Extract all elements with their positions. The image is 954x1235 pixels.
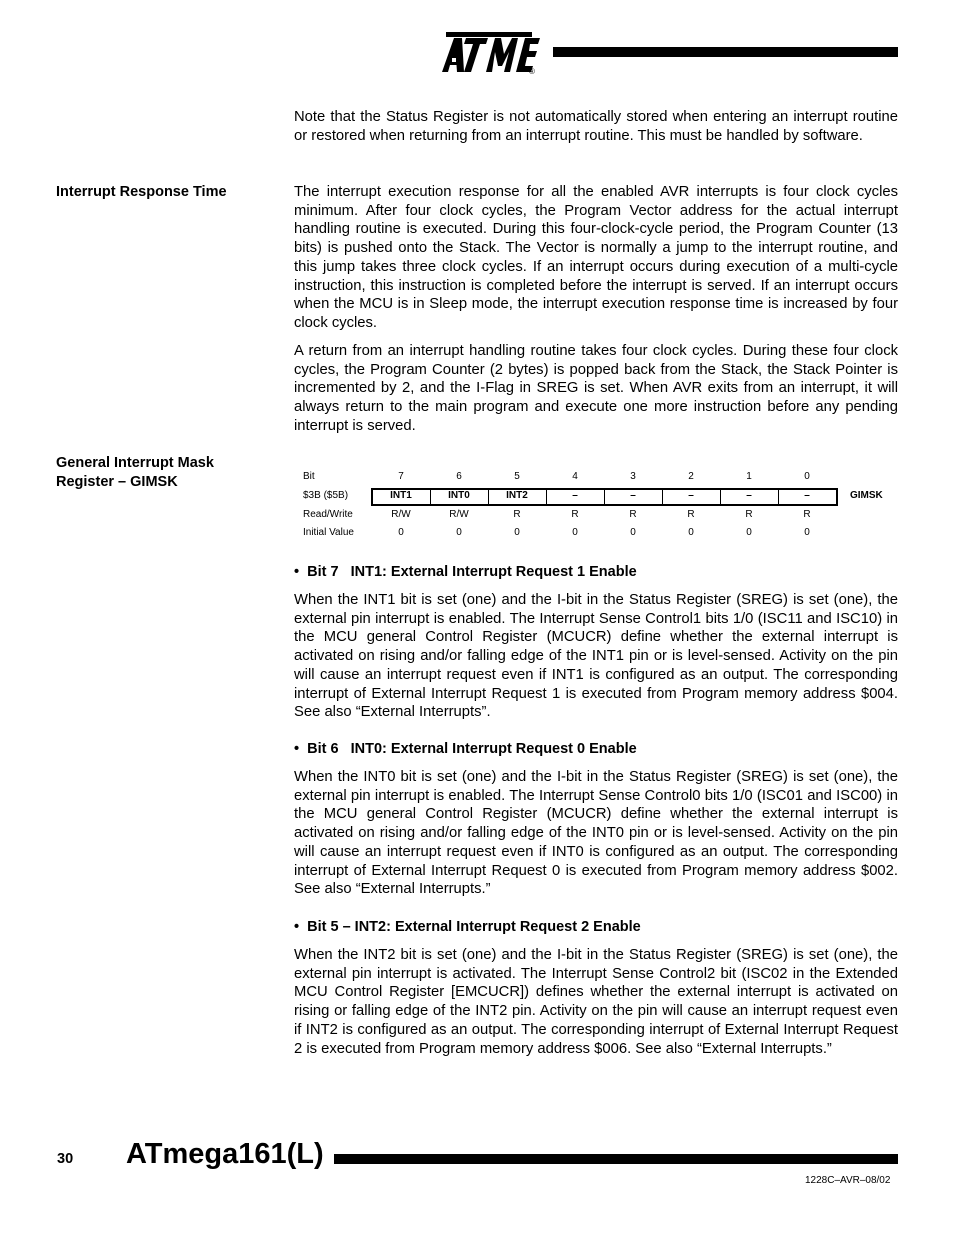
bit-access: R xyxy=(571,509,579,520)
bit-number: 5 xyxy=(514,471,520,482)
bit-initial-value: 0 xyxy=(514,527,520,538)
bit-number: 7 xyxy=(398,471,404,482)
bit-name: INT0 xyxy=(448,490,470,501)
bit7-description: When the INT1 bit is set (one) and the I-bit in the Status Register (SREG) is set (one), the external pin interrupt is enabled. The Interrupt Sense Control1 bits 1/0 (ISC11 and ISC10) in the MCU general Control Register (MCUCR) define whether the external interrupt is activated on rising and/or falling edge of the INT1 pin or is level-sensed. Activity on the pin will cause an interrupt request even if INT1 is configured as an output. The corresponding interrupt of External Interrupt Request 1 is executed from Program memory address $004. See also “External Interrupts”. xyxy=(294,592,898,721)
bit-number: 4 xyxy=(572,471,578,482)
bit-number: 3 xyxy=(630,471,636,482)
bit5-heading: • Bit 5 – INT2: External Interrupt Request 2 Enable xyxy=(294,919,641,935)
atmel-logo-graphic xyxy=(440,28,540,78)
bit-access: R/W xyxy=(449,509,469,520)
page-number: 30 xyxy=(57,1151,74,1167)
document-id: 1228C–AVR–08/02 xyxy=(805,1175,891,1186)
bit-name: – xyxy=(572,490,578,501)
gimsk-heading-line-2: Register – GIMSK xyxy=(56,474,178,490)
row-label-bit: Bit xyxy=(303,471,315,482)
intro-paragraph: Note that the Status Register is not automatically stored when entering an interrupt routine or restored when returning from an interrupt routine. This must be handled by software. xyxy=(294,109,898,144)
gimsk-heading-line-1: General Interrupt Mask xyxy=(56,455,214,471)
bit-number: 0 xyxy=(804,471,810,482)
bit5-description: When the INT2 bit is set (one) and the I-bit in the Status Register (SREG) is set (one), the external pin interrupt is activated. The Interrupt Sense Control2 bit (ISC02 in the Extended MCU Control Register [EMCUCR]) defines whether the external interrupt is activated on rising or falling edge of the INT2 pin. Activity on the pin will cause an interrupt request even if INT2 is configured as an output. The corresponding interrupt of External Interrupt Request 2 is executed from Program memory address $006. See also “External Interrupts.” xyxy=(294,947,898,1057)
bit-name: – xyxy=(688,490,694,501)
bit-name: – xyxy=(804,490,810,501)
bit-initial-value: 0 xyxy=(572,527,578,538)
bit-access: R xyxy=(513,509,521,520)
row-label-read-write: Read/Write xyxy=(303,509,353,520)
registered-mark: ® xyxy=(529,67,535,76)
bit-access: R/W xyxy=(391,509,411,520)
bit-number: 6 xyxy=(456,471,462,482)
bit-access: R xyxy=(803,509,811,520)
row-label-address: $3B ($5B) xyxy=(303,490,349,501)
bit-initial-value: 0 xyxy=(456,527,462,538)
bit-access: R xyxy=(687,509,695,520)
bit-name: – xyxy=(746,490,752,501)
interrupt-response-paragraph-1: The interrupt execution response for all the enabled AVR interrupts is four clock cycles minimum. After four clock cycles, the Program Vector address for the actual interrupt handling routine is executed. During this four-clock-cycle period, the Program Counter (13 bits) is pushed onto the Stack. The Vector is normally a jump to the interrupt routine, and this jump takes three clock cycles. If an interrupt occurs during execution of a multi-cycle instruction, this instruction is completed before the interrupt is served. If an interrupt occurs when the MCU is in Sleep mode, the interrupt execution response time is increased by four clock cycles. xyxy=(294,184,898,331)
bit-number: 2 xyxy=(688,471,694,482)
header-rule xyxy=(553,47,898,57)
bit6-description: When the INT0 bit is set (one) and the I-bit in the Status Register (SREG) is set (one), the external pin interrupt is enabled. The Interrupt Sense Control0 bits 1/0 (ISC01 and ISC00) in the MCU general Control Register (MCUCR) define whether the external interrupt is activated on rising and/or falling edge of the INT0 pin or is level-sensed. Activity on the pin will cause an interrupt request even if INT0 is configured as an output. The corresponding interrupt of External Interrupt Request 0 is executed from Program memory address $002. See also “External Interrupts.” xyxy=(294,769,898,898)
bit-initial-value: 0 xyxy=(746,527,752,538)
bit-name: INT2 xyxy=(506,490,528,501)
bit-access: R xyxy=(629,509,637,520)
bit-initial-value: 0 xyxy=(804,527,810,538)
bit-initial-value: 0 xyxy=(398,527,404,538)
bit-access: R xyxy=(745,509,753,520)
bit-initial-value: 0 xyxy=(688,527,694,538)
section-heading-gimsk xyxy=(56,454,266,492)
row-label-initial-value: Initial Value xyxy=(303,527,354,538)
atmel-logo xyxy=(440,28,540,78)
section-heading-interrupt-response: Interrupt Response Time xyxy=(56,184,227,200)
bit6-heading: • Bit 6 INT0: External Interrupt Request 0 Enable xyxy=(294,741,637,757)
bit-initial-value: 0 xyxy=(630,527,636,538)
document-title: ATmega161(L) xyxy=(126,1138,324,1170)
bit7-heading: • Bit 7 INT1: External Interrupt Request 1 Enable xyxy=(294,564,637,580)
footer-rule xyxy=(334,1154,898,1164)
bit-name: INT1 xyxy=(390,490,412,501)
interrupt-response-paragraph-2: A return from an interrupt handling routine takes four clock cycles. During these four clock cycles, the Program Counter (2 bytes) is popped back from the Stack, the Stack Pointer is incremented by 2, and the I-Flag in SREG is set. When AVR exits from an interrupt, it will always return to the main program and execute one more instruction before any pending interrupt is served. xyxy=(294,343,898,434)
register-name: GIMSK xyxy=(850,490,883,501)
bit-number: 1 xyxy=(746,471,752,482)
bit-name: – xyxy=(630,490,636,501)
